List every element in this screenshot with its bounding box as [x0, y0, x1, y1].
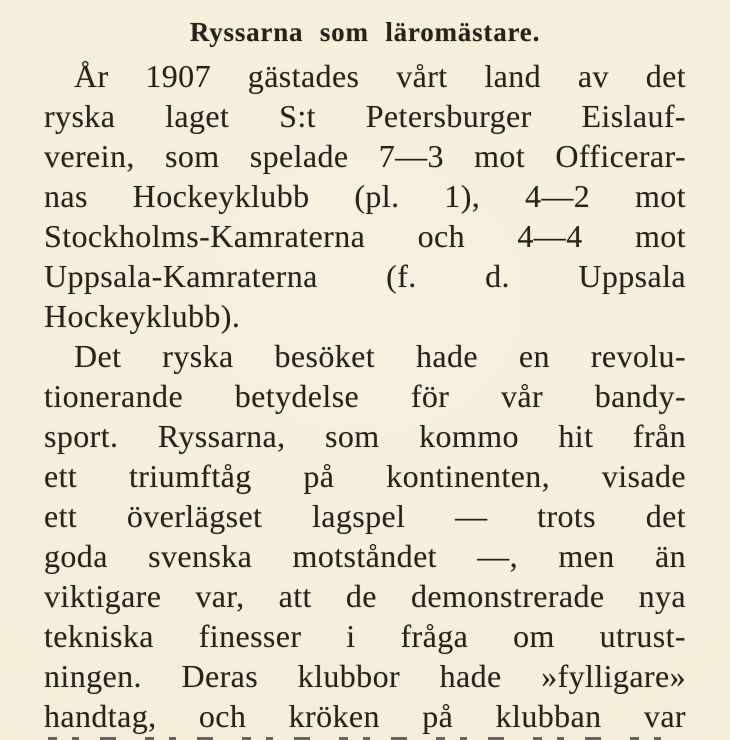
text-line: tekniska finesser i fråga om utrust- [44, 618, 686, 654]
paragraph-2 [44, 336, 686, 736]
text-line: ett triumftåg på kontinenten, visade [44, 458, 686, 494]
text-line: nas Hockeyklubb (pl. 1), 4—2 mot [44, 178, 686, 214]
text-line: Hockeyklubb). [44, 298, 241, 334]
text-line: År 1907 gästades vårt land av det [74, 58, 686, 94]
paragraph-1 [44, 56, 686, 336]
text-line: verein, som spelade 7—3 mot Officerar- [44, 138, 686, 174]
text-line: Det ryska besöket hade en revolu- [74, 338, 686, 374]
text-line: goda svenska motståndet —, men än [44, 538, 686, 574]
text-line: viktigare var, att de demonstrerade nya [44, 578, 686, 614]
text-line: Uppsala-Kamraterna (f. d. Uppsala [44, 258, 686, 294]
text-line: ningen. Deras klubbor hade »fylligare» [44, 658, 686, 694]
article-title: Ryssarna som läromästare. [189, 17, 541, 47]
text-line: tionerande betydelse för vår bandy- [44, 378, 686, 414]
text-line: Stockholms-Kamraterna och 4—4 mot [44, 218, 686, 254]
text-line: ett överlägset lagspel — trots det [44, 498, 686, 534]
text-line: handtag, och kröken på klubban var [44, 698, 686, 734]
text-line: sport. Ryssarna, som kommo hit från [44, 418, 686, 454]
text-line: ryska laget S:t Petersburger Eislauf- [44, 98, 686, 134]
article-body [0, 56, 730, 736]
